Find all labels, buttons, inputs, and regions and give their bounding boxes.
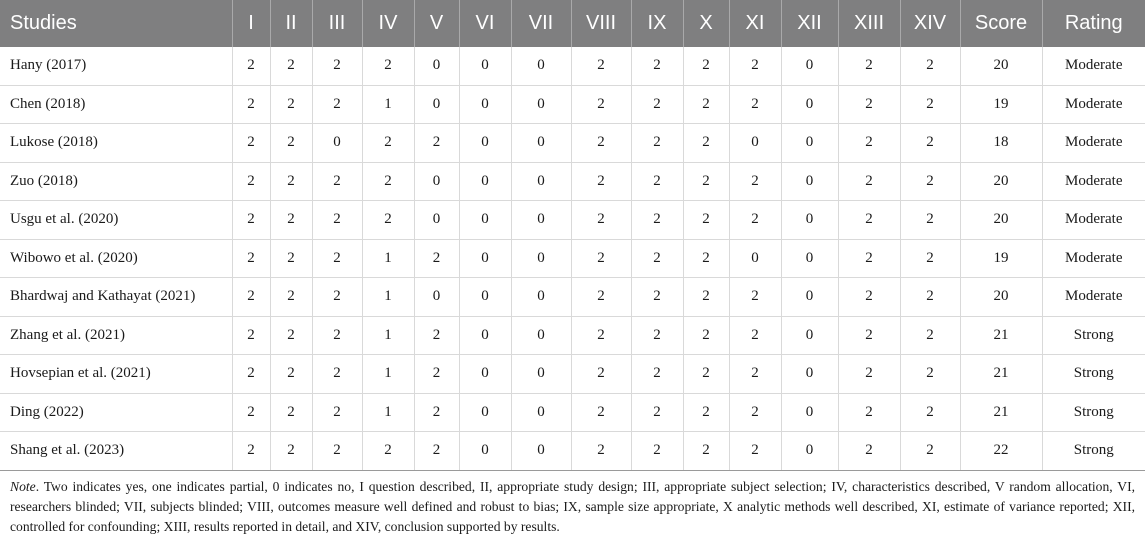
score-cell: 2: [631, 201, 683, 240]
score-cell: 2: [232, 162, 270, 201]
score-cell: 0: [459, 201, 511, 240]
table-row: [0, 432, 1145, 471]
score-cell: 2: [631, 278, 683, 317]
rating-cell: Moderate: [1042, 162, 1145, 201]
score-cell: 2: [232, 124, 270, 163]
score-cell: 2: [312, 85, 362, 124]
score-cell: 2: [631, 162, 683, 201]
study-name-cell: Hany (2017): [0, 47, 232, 85]
score-cell: 0: [781, 355, 838, 394]
score-cell: 2: [683, 432, 729, 471]
score-cell: 2: [729, 47, 781, 85]
score-cell: 2: [270, 278, 312, 317]
score-cell: 2: [270, 239, 312, 278]
score-cell: 2: [232, 201, 270, 240]
study-name-cell: Shang et al. (2023): [0, 432, 232, 471]
score-cell: 2: [900, 355, 960, 394]
score-cell: 2: [683, 124, 729, 163]
total-score-cell: 21: [960, 355, 1042, 394]
header-cell: XI: [729, 0, 781, 47]
score-cell: 1: [362, 278, 414, 317]
table-row: [0, 162, 1145, 201]
header-cell: VII: [511, 0, 571, 47]
score-cell: 0: [511, 432, 571, 471]
header-cell: IV: [362, 0, 414, 47]
score-cell: 2: [838, 201, 900, 240]
score-cell: 2: [729, 278, 781, 317]
score-cell: 2: [900, 432, 960, 471]
score-cell: 0: [511, 355, 571, 394]
rating-cell: Moderate: [1042, 47, 1145, 85]
score-cell: 1: [362, 85, 414, 124]
total-score-cell: 18: [960, 124, 1042, 163]
rating-cell: Moderate: [1042, 85, 1145, 124]
score-cell: 2: [900, 124, 960, 163]
score-cell: 2: [683, 239, 729, 278]
score-cell: 0: [414, 85, 459, 124]
table-row: [0, 47, 1145, 85]
study-name-cell: Bhardwaj and Kathayat (2021): [0, 278, 232, 317]
score-cell: 2: [571, 393, 631, 432]
score-cell: 2: [838, 278, 900, 317]
score-cell: 0: [459, 47, 511, 85]
score-cell: 2: [571, 124, 631, 163]
score-cell: 0: [459, 316, 511, 355]
score-cell: 2: [729, 393, 781, 432]
rating-cell: Moderate: [1042, 124, 1145, 163]
score-cell: 0: [511, 124, 571, 163]
header-cell: III: [312, 0, 362, 47]
rating-cell: Moderate: [1042, 239, 1145, 278]
rating-cell: Moderate: [1042, 278, 1145, 317]
score-cell: 2: [838, 162, 900, 201]
score-cell: 2: [900, 201, 960, 240]
score-cell: 2: [900, 239, 960, 278]
table-row: [0, 393, 1145, 432]
score-cell: 2: [270, 47, 312, 85]
header-cell: XII: [781, 0, 838, 47]
rating-cell: Strong: [1042, 393, 1145, 432]
header-cell: Score: [960, 0, 1042, 47]
score-cell: 0: [781, 162, 838, 201]
score-cell: 2: [270, 393, 312, 432]
study-name-cell: Zuo (2018): [0, 162, 232, 201]
score-cell: 2: [414, 316, 459, 355]
score-cell: 2: [631, 316, 683, 355]
score-cell: 2: [729, 162, 781, 201]
header-cell: XIII: [838, 0, 900, 47]
score-cell: 2: [838, 124, 900, 163]
header-cell: IX: [631, 0, 683, 47]
header-cell: VIII: [571, 0, 631, 47]
study-name-cell: Zhang et al. (2021): [0, 316, 232, 355]
table-header-row: [0, 0, 1145, 47]
score-cell: 2: [683, 201, 729, 240]
score-cell: 2: [900, 393, 960, 432]
score-cell: 0: [511, 201, 571, 240]
score-cell: 2: [414, 124, 459, 163]
study-name-cell: Wibowo et al. (2020): [0, 239, 232, 278]
score-cell: 2: [571, 85, 631, 124]
score-cell: 0: [511, 162, 571, 201]
score-cell: 2: [729, 355, 781, 394]
score-cell: 2: [838, 239, 900, 278]
score-cell: 1: [362, 316, 414, 355]
score-cell: 2: [414, 355, 459, 394]
score-cell: 2: [414, 239, 459, 278]
total-score-cell: 22: [960, 432, 1042, 471]
score-cell: 2: [683, 355, 729, 394]
total-score-cell: 19: [960, 239, 1042, 278]
header-cell: Rating: [1042, 0, 1145, 47]
table-row: [0, 355, 1145, 394]
score-cell: 2: [729, 201, 781, 240]
score-cell: 2: [414, 393, 459, 432]
score-cell: 0: [459, 393, 511, 432]
score-cell: 2: [838, 355, 900, 394]
rating-cell: Strong: [1042, 432, 1145, 471]
score-cell: 0: [414, 201, 459, 240]
rating-cell: Strong: [1042, 355, 1145, 394]
note-text: . Two indicates yes, one indicates partial, 0 indicates no, I question described, II, appropriate study design; III, appropriate subject selection; IV, characteristics described, V random allocation, VI, researchers blinded; VII, subjects blinded; VIII, outcomes measure well defined and robust to bias; IX, sample size appropriate, X analytic methods well described, XI, estimate of variance reported; XII, controlled for confounding; XIII, results reported in detail, and XIV, conclusion supported by results.: [10, 478, 1135, 534]
score-cell: 0: [459, 278, 511, 317]
score-cell: 0: [459, 162, 511, 201]
score-cell: 2: [312, 239, 362, 278]
score-cell: 2: [312, 316, 362, 355]
score-cell: 0: [459, 124, 511, 163]
score-cell: 2: [362, 162, 414, 201]
score-cell: 0: [459, 432, 511, 471]
score-cell: 2: [683, 85, 729, 124]
score-cell: 2: [571, 355, 631, 394]
score-cell: 2: [900, 85, 960, 124]
score-cell: 0: [781, 278, 838, 317]
score-cell: 2: [683, 162, 729, 201]
score-cell: 2: [362, 432, 414, 471]
score-cell: 2: [270, 432, 312, 471]
score-cell: 2: [571, 278, 631, 317]
score-cell: 2: [232, 355, 270, 394]
rating-cell: Strong: [1042, 316, 1145, 355]
score-cell: 0: [781, 201, 838, 240]
score-cell: 0: [511, 47, 571, 85]
score-cell: 2: [900, 162, 960, 201]
header-cell: I: [232, 0, 270, 47]
score-cell: 2: [571, 162, 631, 201]
score-cell: 2: [312, 355, 362, 394]
score-cell: 2: [683, 278, 729, 317]
total-score-cell: 20: [960, 201, 1042, 240]
total-score-cell: 20: [960, 278, 1042, 317]
score-cell: 0: [312, 124, 362, 163]
score-cell: 0: [459, 85, 511, 124]
score-cell: 2: [362, 124, 414, 163]
score-cell: 0: [414, 47, 459, 85]
score-cell: 1: [362, 239, 414, 278]
score-cell: 2: [838, 85, 900, 124]
study-name-cell: Hovsepian et al. (2021): [0, 355, 232, 394]
score-cell: 1: [362, 393, 414, 432]
score-cell: 0: [414, 162, 459, 201]
total-score-cell: 21: [960, 316, 1042, 355]
score-cell: 2: [571, 432, 631, 471]
score-cell: 0: [781, 432, 838, 471]
score-cell: 2: [232, 316, 270, 355]
score-cell: 2: [838, 432, 900, 471]
score-cell: 2: [571, 239, 631, 278]
score-cell: 2: [900, 278, 960, 317]
header-cell: X: [683, 0, 729, 47]
score-cell: 2: [838, 316, 900, 355]
score-cell: 2: [232, 85, 270, 124]
note-label: Note: [10, 478, 36, 494]
score-cell: 2: [312, 201, 362, 240]
score-cell: 0: [459, 355, 511, 394]
score-cell: 2: [362, 201, 414, 240]
total-score-cell: 21: [960, 393, 1042, 432]
score-cell: 2: [729, 432, 781, 471]
score-cell: 2: [232, 393, 270, 432]
header-cell: II: [270, 0, 312, 47]
score-cell: 2: [232, 432, 270, 471]
score-cell: 2: [270, 124, 312, 163]
score-cell: 0: [781, 47, 838, 85]
score-cell: 0: [781, 316, 838, 355]
score-cell: 2: [232, 47, 270, 85]
table-row: [0, 124, 1145, 163]
table-row: [0, 201, 1145, 240]
score-cell: 0: [511, 316, 571, 355]
header-cell: VI: [459, 0, 511, 47]
study-name-cell: Ding (2022): [0, 393, 232, 432]
table-row: [0, 239, 1145, 278]
score-cell: 2: [571, 201, 631, 240]
score-cell: 2: [270, 355, 312, 394]
score-cell: 2: [729, 316, 781, 355]
study-name-cell: Usgu et al. (2020): [0, 201, 232, 240]
score-cell: 2: [683, 47, 729, 85]
score-cell: 2: [838, 393, 900, 432]
score-cell: 2: [312, 278, 362, 317]
header-cell: XIV: [900, 0, 960, 47]
score-cell: 2: [631, 393, 683, 432]
score-cell: 2: [414, 432, 459, 471]
table-row: [0, 316, 1145, 355]
score-cell: 2: [631, 355, 683, 394]
score-cell: 2: [270, 316, 312, 355]
table-row: [0, 278, 1145, 317]
score-cell: 0: [781, 393, 838, 432]
score-cell: 2: [270, 162, 312, 201]
score-cell: 2: [838, 47, 900, 85]
table-note: [0, 471, 1145, 537]
score-cell: 2: [631, 85, 683, 124]
score-cell: 2: [631, 432, 683, 471]
score-cell: 0: [781, 239, 838, 278]
score-cell: 2: [571, 47, 631, 85]
score-cell: 2: [232, 239, 270, 278]
total-score-cell: 20: [960, 47, 1042, 85]
score-cell: 0: [781, 85, 838, 124]
header-studies: Studies: [0, 0, 232, 47]
score-cell: 2: [270, 201, 312, 240]
score-cell: 2: [312, 432, 362, 471]
total-score-cell: 19: [960, 85, 1042, 124]
score-cell: 0: [511, 393, 571, 432]
score-cell: 0: [781, 124, 838, 163]
score-cell: 2: [631, 124, 683, 163]
table-body: [0, 47, 1145, 470]
score-cell: 2: [900, 316, 960, 355]
score-cell: 2: [312, 393, 362, 432]
score-cell: 0: [729, 239, 781, 278]
score-cell: 0: [414, 278, 459, 317]
table-row: [0, 85, 1145, 124]
score-cell: 2: [631, 239, 683, 278]
study-name-cell: Lukose (2018): [0, 124, 232, 163]
score-cell: 2: [683, 393, 729, 432]
rating-cell: Moderate: [1042, 201, 1145, 240]
score-cell: 0: [511, 278, 571, 317]
score-cell: 2: [312, 162, 362, 201]
score-cell: 2: [571, 316, 631, 355]
score-cell: 2: [232, 278, 270, 317]
score-cell: 2: [631, 47, 683, 85]
score-cell: 2: [312, 47, 362, 85]
score-cell: 2: [683, 316, 729, 355]
score-cell: 2: [900, 47, 960, 85]
header-cell: V: [414, 0, 459, 47]
score-cell: 0: [729, 124, 781, 163]
score-cell: 1: [362, 355, 414, 394]
score-cell: 0: [459, 239, 511, 278]
score-cell: 2: [270, 85, 312, 124]
score-cell: 0: [511, 239, 571, 278]
score-cell: 0: [511, 85, 571, 124]
score-cell: 2: [362, 47, 414, 85]
total-score-cell: 20: [960, 162, 1042, 201]
study-name-cell: Chen (2018): [0, 85, 232, 124]
score-cell: 2: [729, 85, 781, 124]
